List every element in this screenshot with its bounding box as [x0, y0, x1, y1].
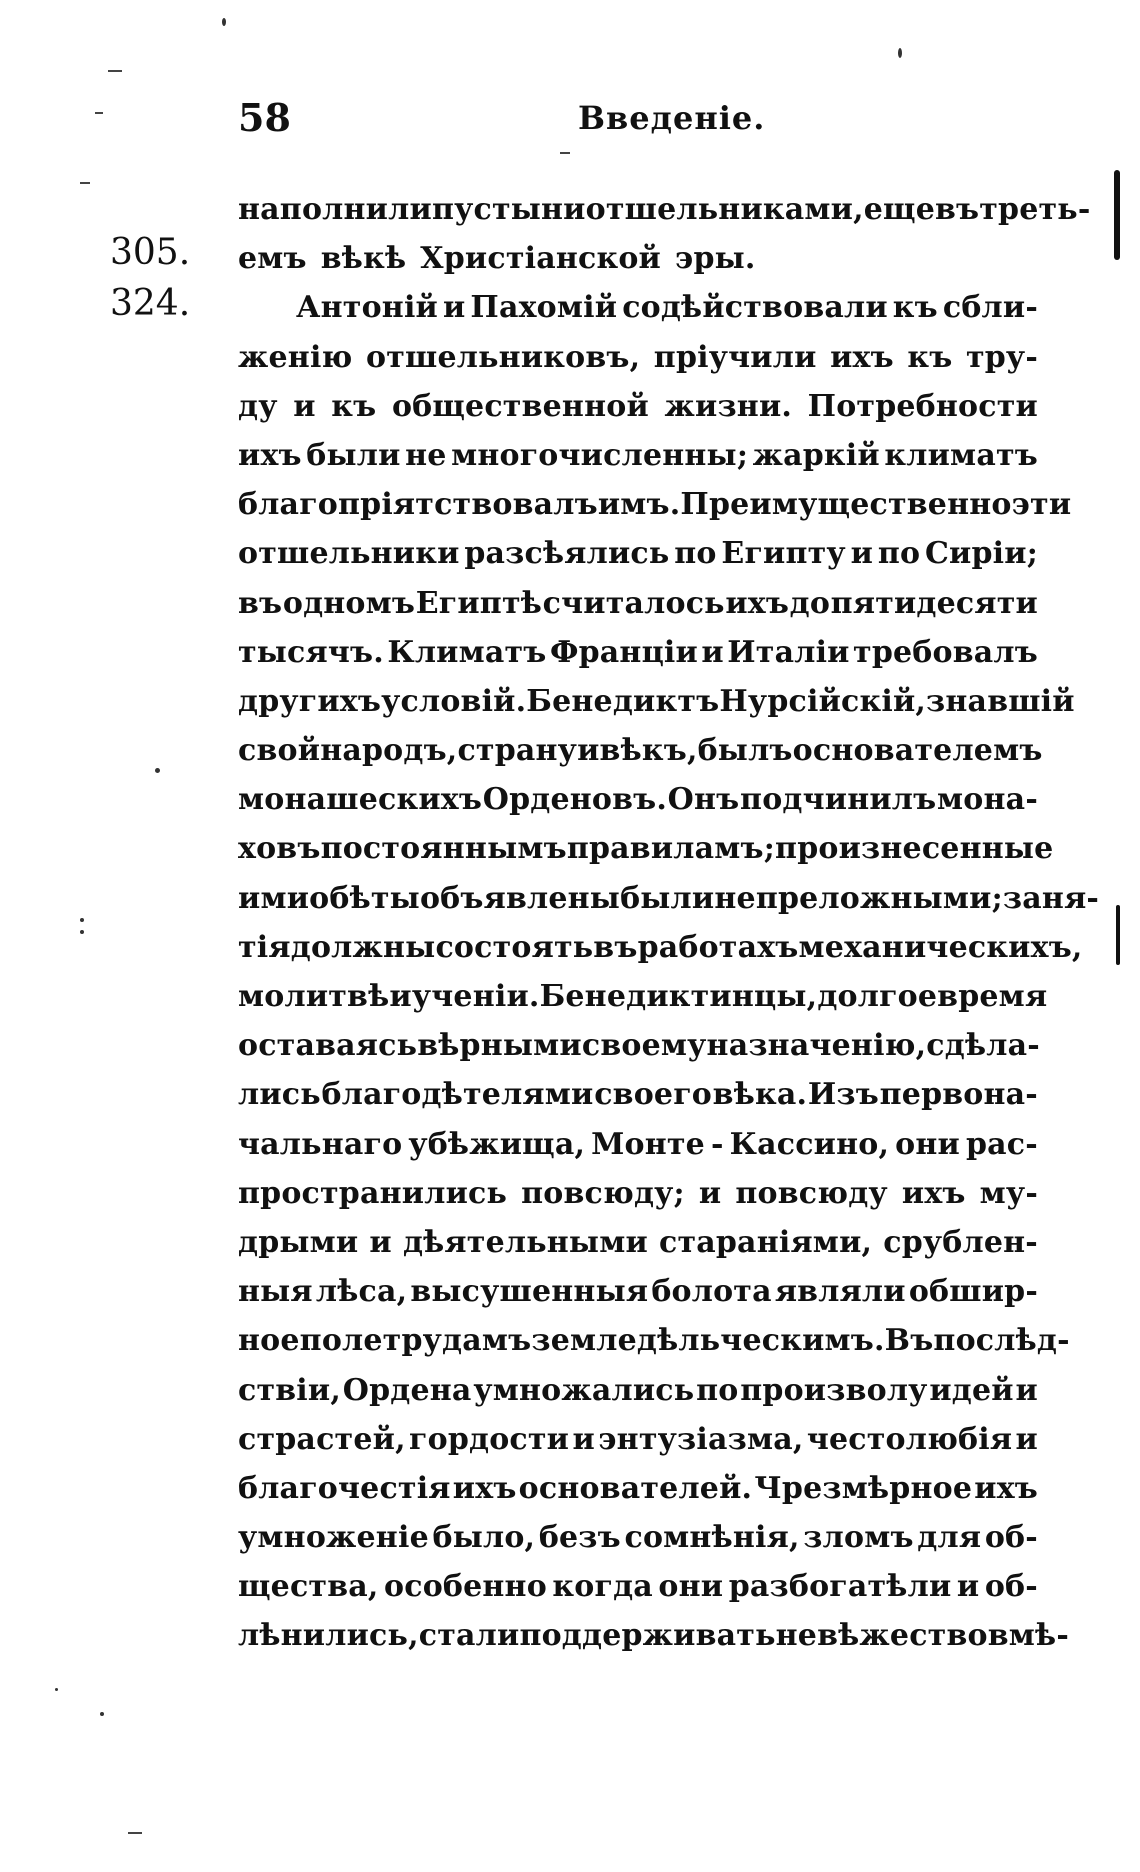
word: къ [331, 388, 377, 424]
word: и [572, 1421, 595, 1457]
word: Пахомій [470, 290, 618, 326]
word: ихъ [452, 1470, 517, 1506]
ink-dash [95, 112, 103, 114]
text-line [238, 726, 1043, 775]
word: долгое [817, 979, 938, 1014]
word: основателей. [518, 1470, 753, 1506]
word: они [658, 1569, 724, 1605]
word: умноженіе [238, 1520, 429, 1556]
text-line [238, 382, 1038, 431]
word: Сиріи; [924, 536, 1038, 572]
word: му- [979, 1175, 1038, 1211]
word: механическихъ, [798, 929, 1083, 965]
word: когда [552, 1569, 653, 1605]
margin-date-note: 305. [110, 232, 191, 273]
text-line [238, 1120, 1038, 1169]
text-line [238, 1366, 1038, 1415]
page-edge-mark [1114, 170, 1120, 260]
word: подчинилъ [740, 782, 937, 818]
text-line [238, 431, 1038, 480]
ink-dash [560, 152, 570, 154]
word: идей [929, 1372, 1014, 1408]
text-line [238, 923, 1083, 972]
word: Италіи [727, 634, 850, 670]
text-line [238, 1021, 1038, 1070]
word: об- [984, 1569, 1038, 1605]
word: въ [593, 929, 638, 965]
word: по [696, 1372, 739, 1408]
word: до [789, 585, 831, 621]
word: дѣятельными [402, 1224, 648, 1260]
word: и [698, 1175, 722, 1211]
ink-speck [80, 918, 84, 922]
word: и [577, 733, 600, 769]
word: стали [418, 1618, 520, 1654]
word: объявлены [419, 880, 621, 916]
margin-date-note: 324. [110, 283, 191, 324]
word: Бенедиктъ [526, 683, 720, 719]
ink-speck [898, 48, 902, 58]
word: рас- [965, 1126, 1038, 1162]
word: оставаясь [238, 1028, 418, 1064]
word: Нурсійскій, [719, 683, 927, 719]
word: особенно [384, 1569, 547, 1605]
word: энтузіазма, [598, 1421, 804, 1457]
word: молитвѣ [238, 979, 390, 1014]
word: и [442, 290, 466, 326]
text-line [238, 1464, 1038, 1513]
word: мона- [937, 782, 1038, 818]
word: ими [238, 880, 310, 916]
word: жаркій [752, 437, 880, 473]
word: тру- [965, 339, 1038, 375]
word: отшельниками, [585, 192, 864, 227]
word: ду [238, 388, 278, 424]
word: ховъ [238, 831, 321, 867]
word: ихъ [901, 1175, 966, 1211]
word: монашескихъ [238, 782, 483, 818]
word: об- [984, 1520, 1038, 1556]
word: считалось [542, 585, 725, 621]
word: и [369, 1224, 392, 1260]
word: эры. [675, 241, 756, 277]
word: болота [651, 1274, 772, 1310]
ink-speck [100, 1712, 104, 1716]
text-line [238, 234, 1038, 283]
word: въ [238, 585, 283, 621]
word: Ордена [342, 1372, 472, 1408]
word: повсюду; [521, 1175, 685, 1211]
word: вѣкѣ [320, 241, 407, 277]
word: ное [238, 1323, 300, 1359]
word: трудамъ [382, 1323, 532, 1359]
word: Въ [884, 1323, 934, 1359]
word: къ [907, 339, 953, 375]
word: лѣса, [315, 1274, 408, 1310]
word: были [620, 880, 715, 916]
word: по [674, 536, 717, 572]
word: женію [238, 339, 353, 375]
text-line [238, 1169, 1038, 1218]
word: Франціи [549, 634, 698, 670]
text-line [238, 775, 1038, 824]
word: своему [581, 1028, 707, 1064]
word: ствіи, [238, 1372, 341, 1408]
word: правиламъ; [566, 831, 776, 867]
word: назначенію, [706, 1028, 927, 1064]
word: основателемъ [792, 733, 1043, 769]
word: земледѣльческимъ. [531, 1323, 885, 1359]
text-line [238, 1316, 1070, 1365]
word: Антоній [296, 290, 438, 326]
word: страну [457, 733, 578, 769]
body-text [238, 185, 1100, 1661]
ink-dash [128, 1832, 142, 1834]
word: благопріятствовалъ [238, 487, 598, 523]
word: работахъ [637, 929, 799, 965]
running-head [238, 95, 1038, 145]
word: вѣкъ, [599, 733, 698, 769]
text-line [238, 480, 1072, 529]
word: Онъ [667, 782, 740, 818]
word: своего [594, 1077, 712, 1113]
word: заня- [1002, 880, 1100, 916]
word: лись [238, 1077, 321, 1113]
word: имъ. [597, 487, 681, 523]
word: пріучили [653, 339, 817, 375]
word: дрыми [238, 1224, 359, 1260]
text-line [238, 1513, 1038, 1562]
word: время [937, 979, 1048, 1014]
text-line [238, 1562, 1038, 1611]
word: и [956, 1569, 980, 1605]
word: благочестія [238, 1470, 451, 1506]
word: Чрезмѣрное [754, 1470, 973, 1506]
word: отшельниковъ, [366, 339, 641, 375]
text-line [238, 824, 1054, 873]
word: народъ, [320, 733, 458, 769]
ink-dash [80, 182, 90, 184]
word: свой [238, 733, 321, 769]
word: состоять [435, 929, 594, 965]
text-line [238, 1070, 1038, 1119]
word: Преимущественно [680, 487, 1012, 523]
word: высушенныя [410, 1274, 649, 1310]
text-line [238, 874, 1100, 923]
ink-speck [80, 930, 84, 934]
word: безъ [538, 1520, 621, 1556]
word: сбли- [942, 290, 1038, 326]
word: - [710, 1126, 724, 1162]
word: разбогатѣли [728, 1569, 952, 1605]
word: щества, [238, 1569, 379, 1605]
word: срублен- [883, 1224, 1038, 1260]
word: лѣнились, [238, 1618, 419, 1654]
text-line [238, 579, 1038, 628]
word: Христіанской [420, 241, 662, 277]
word: и [1015, 1421, 1038, 1457]
text-line [238, 283, 1038, 332]
word: Орденовъ. [482, 782, 667, 818]
word: знавшій [926, 683, 1075, 719]
word: тысячъ. [238, 634, 384, 670]
word: требовалъ [853, 634, 1038, 670]
word: постояннымъ [320, 831, 567, 867]
word: являли [774, 1274, 906, 1310]
word: и [850, 536, 874, 572]
word: въ [935, 192, 980, 227]
word: послѣд- [933, 1323, 1070, 1359]
word: повсюду [735, 1175, 888, 1211]
word: наполнили [238, 192, 432, 227]
word: другихъ [238, 683, 382, 719]
word: къ [892, 290, 938, 326]
word: Потребности [807, 388, 1038, 424]
word: ихъ [725, 585, 790, 621]
word: непреложными; [714, 880, 1003, 916]
word: чальнаго [238, 1126, 403, 1162]
word: вѣрными [417, 1028, 582, 1064]
text-line [238, 1415, 1038, 1464]
word: тія [238, 929, 291, 965]
word: Бенедиктинцы, [539, 979, 818, 1014]
word: умножались [473, 1372, 695, 1408]
word: по [877, 536, 921, 572]
word: должны [290, 929, 436, 965]
word: одномъ [282, 585, 416, 621]
word: Климатъ [387, 634, 547, 670]
word: честолюбія [806, 1421, 1013, 1457]
word: еще [863, 192, 935, 227]
word: убѣжища, [408, 1126, 586, 1162]
ink-speck [55, 1688, 58, 1691]
text-line [238, 972, 1048, 1021]
word: эти [1011, 487, 1072, 523]
word: пустыни [431, 192, 586, 227]
word: благодѣтелями [321, 1077, 594, 1113]
word: Египтѣ [415, 585, 543, 621]
word: поле [299, 1323, 383, 1359]
text-line [238, 628, 1038, 677]
word: пятидесяти [830, 585, 1038, 621]
word: емъ [238, 241, 307, 277]
text-line [238, 1267, 1038, 1316]
word: первона- [879, 1077, 1038, 1113]
word: разсѣялись [464, 536, 670, 572]
word: гордости [409, 1421, 570, 1457]
word: Изъ [807, 1077, 879, 1113]
word: ныя [238, 1274, 313, 1310]
text-line [238, 1218, 1038, 1267]
word: стараніями, [658, 1224, 873, 1260]
word: зломъ [803, 1520, 914, 1556]
word: общественной [391, 388, 649, 424]
word: страстей, [238, 1421, 406, 1457]
text-line [238, 529, 1038, 578]
ink-speck [222, 18, 226, 26]
word: ихъ [974, 1470, 1038, 1506]
word: ихъ [830, 339, 894, 375]
word: Египту [721, 536, 846, 572]
word: отшельники [238, 536, 460, 572]
word: были [306, 437, 401, 473]
word: и [293, 388, 316, 424]
word: было, [432, 1520, 536, 1556]
word: ученіи. [411, 979, 540, 1014]
word: содѣйствовали [622, 290, 888, 326]
word: поддерживать [519, 1618, 776, 1654]
word: вѣка. [712, 1077, 808, 1113]
word: Монте [591, 1126, 705, 1162]
word: жизни. [664, 388, 793, 424]
word: и [701, 634, 724, 670]
word: сдѣла- [926, 1028, 1040, 1064]
word: вмѣ- [987, 1618, 1069, 1654]
ink-dash [108, 70, 122, 72]
word: обѣты [309, 880, 420, 916]
word: произволу [740, 1372, 928, 1408]
text-line [238, 677, 1075, 726]
word: былъ [697, 733, 793, 769]
word: треть- [979, 192, 1091, 227]
word: не [405, 437, 447, 473]
word: и [1015, 1372, 1038, 1408]
word: пространились [238, 1175, 508, 1211]
word: многочисленны; [451, 437, 749, 473]
word: ихъ [238, 437, 302, 473]
word: для [917, 1520, 982, 1556]
word: и [389, 979, 412, 1014]
word: условій. [381, 683, 527, 719]
ink-speck [155, 768, 160, 773]
chapter-title: Введеніе. [578, 99, 766, 137]
page-number: 58 [238, 95, 291, 140]
word: произнесенные [775, 831, 1054, 867]
page-edge-mark [1116, 905, 1120, 965]
word: Кассино, [729, 1126, 890, 1162]
word: они [895, 1126, 960, 1162]
text-line [238, 1611, 1069, 1660]
word: сомнѣнія, [624, 1520, 800, 1556]
text-line [238, 185, 1091, 234]
word: климатъ [884, 437, 1038, 473]
word: невѣжество [775, 1618, 988, 1654]
text-line [238, 333, 1038, 382]
word: обшир- [908, 1274, 1038, 1310]
